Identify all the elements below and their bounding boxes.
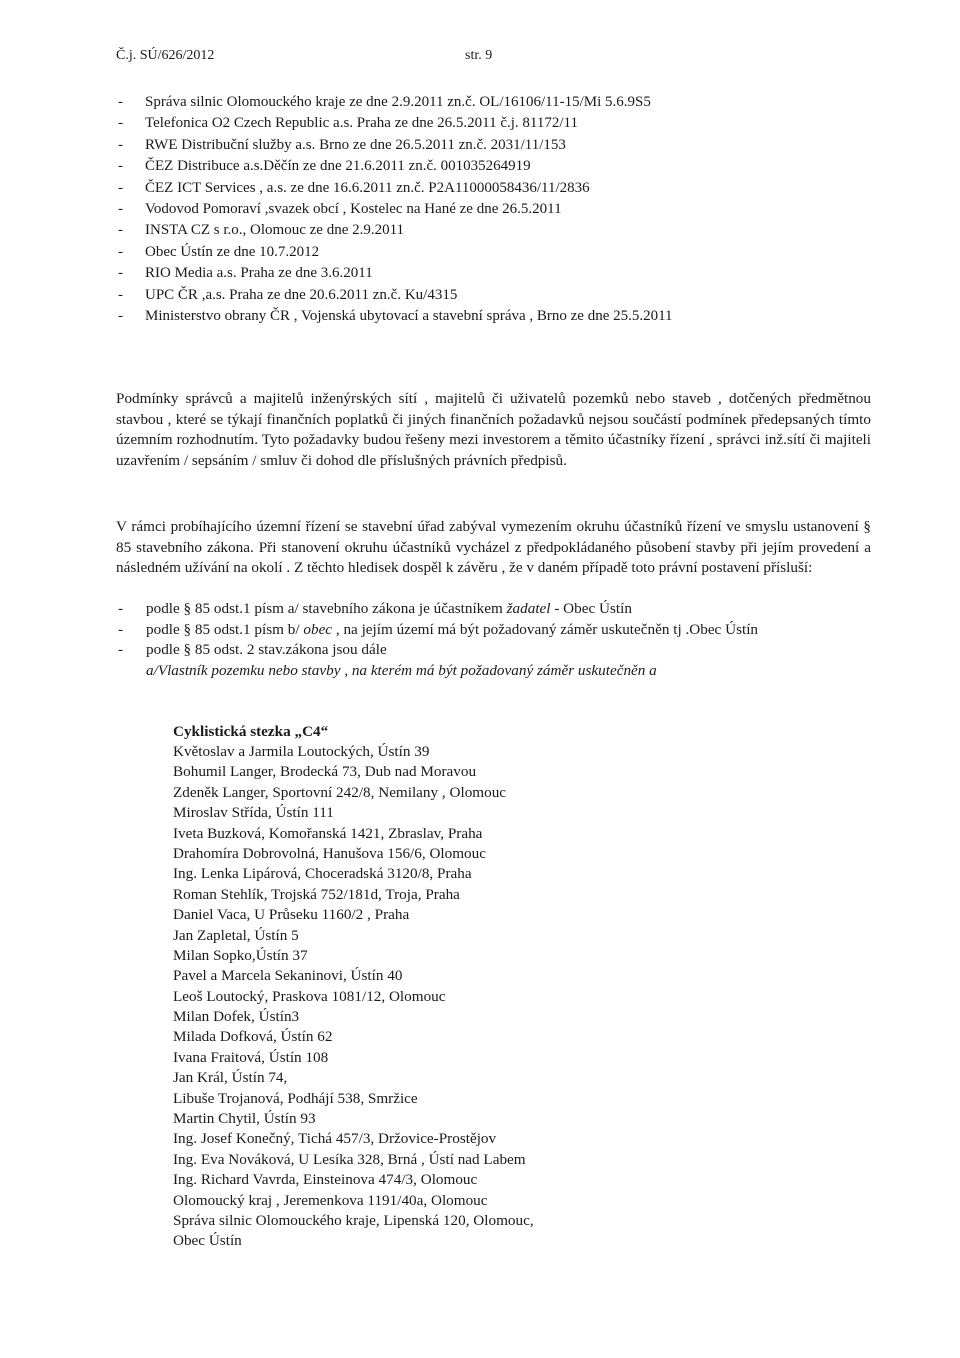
list-item: Roman Stehlík, Trojská 752/181d, Troja, Praha [173, 885, 460, 903]
list-item: Pavel a Marcela Sekaninovi, Ústín 40 [173, 967, 403, 985]
list-item: Ing. Josef Konečný, Tichá 457/3, Držovice-Prostějov [173, 1130, 497, 1148]
list-item: Milada Dofková, Ústín 62 [173, 1028, 333, 1046]
italic-clause: a/Vlastník pozemku nebo stavby , na kterém má být požadovaný záměr uskutečněn a [146, 662, 657, 680]
list-item: Správa silnic Olomouckého kraje, Lipenská 120, Olomouc, [173, 1211, 534, 1229]
list-item: Ing. Eva Nováková, U Lesíka 328, Brná , Ústí nad Labem [173, 1150, 526, 1168]
list-item: Drahomíra Dobrovolná, Hanušova 156/6, Olomouc [173, 844, 486, 862]
list-item: Iveta Buzková, Komořanská 1421, Zbraslav, Praha [173, 824, 483, 842]
list-item: Květoslav a Jarmila Loutockých, Ústín 39 [173, 743, 430, 760]
list-item: Olomoucký kraj , Jeremenkova 1191/40a, Olomouc [173, 1191, 488, 1209]
list-item: Ing. Richard Vavrda, Einsteinova 474/3, Olomouc [173, 1171, 478, 1189]
list-item: - UPC ČR ,a.s. Praha ze dne 20.6.2011 zn.č. Ku/4315 [118, 286, 458, 303]
list-item: - Telefonica O2 Czech Republic a.s. Praha ze dne 26.5.2011 č.j. 81172/11 [118, 115, 578, 132]
list-item: - RIO Media a.s. Praha ze dne 3.6.2011 [118, 265, 373, 282]
list-item: Milan Sopko,Ústín 37 [173, 946, 308, 964]
list-item: Martin Chytil, Ústín 93 [173, 1110, 316, 1128]
list-item: - podle § 85 odst.1 písm b/ obec , na jejím území má být požadovaný záměr uskutečněn tj .Obec Ústín [118, 620, 759, 638]
list-item: Leoš Loutocký, Praskova 1081/12, Olomouc [173, 987, 446, 1005]
list-item: Jan Král, Ústín 74, [173, 1069, 288, 1087]
participants-paragraph: V rámci probíhajícího územní řízení se stavební úřad zabýval vymezením okruhu účastníků řízení ve smyslu ustanovení § 85 stavebního zákona. Při stanovení okruhu účastníků vycházel z předpokládaného působení stavby při jejím provedení a následném užívání na okolí . Z těchto hledisek dospěl k závěru , že v daném případě toto právní postavení přísluší: [116, 518, 871, 577]
list-item: - ČEZ Distribuce a.s.Děčín ze dne 21.6.2011 zn.č. 001035264919 [118, 158, 531, 175]
list-item: Ing. Lenka Lipárová, Choceradská 3120/8, Praha [173, 865, 472, 883]
page-number: str. 9 [465, 48, 493, 63]
list-item: - podle § 85 odst. 2 stav.zákona jsou dále a/Vlastník pozemku nebo stavby , na kterém má být požadovaný záměr uskutečněn a [116, 640, 871, 681]
list-item: Bohumil Langer, Brodecká 73, Dub nad Moravou [173, 763, 477, 781]
list-item: Milan Dofek, Ústín3 [173, 1008, 300, 1026]
list-item: Ivana Fraitová, Ústín 108 [173, 1048, 329, 1066]
list-item: - Vodovod Pomoraví ,svazek obcí , Kostelec na Hané ze dne 26.5.2011 [118, 200, 562, 217]
list-item: Obec Ústín [173, 1232, 242, 1250]
section-title: Cyklistická stezka „C4“ [173, 723, 329, 740]
participants-list [116, 599, 871, 682]
list-item: Libuše Trojanová, Podhájí 538, Smržice [173, 1089, 418, 1107]
list-item: - Ministerstvo obrany ČR , Vojenská ubytovací a stavební správa , Brno ze dne 25.5.2011 [118, 307, 673, 324]
list-item: Zdeněk Langer, Sportovní 242/8, Nemilany , Olomouc [173, 783, 507, 801]
list-item: - Správa silnic Olomouckého kraje ze dne 2.9.2011 zn.č. OL/16106/11-15/Mi 5.6.9S5 [118, 94, 651, 110]
list-item: Miroslav Střída, Ústín 111 [173, 804, 334, 822]
list-item: - INSTA CZ s r.o., Olomouc ze dne 2.9.2011 [118, 222, 405, 239]
document-reference: Č.j. SÚ/626/2012 [116, 48, 215, 63]
list-item: - RWE Distribuční služby a.s. Brno ze dne 26.5.2011 zn.č. 2031/11/153 [118, 136, 566, 153]
owners-list [173, 721, 773, 1252]
list-item: Daniel Vaca, U Průseku 1160/2 , Praha [173, 906, 410, 924]
conditions-paragraph: Podmínky správců a majitelů inženýrských sítí , majitelů či uživatelů pozemků nebo staveb , dotčených předmětnou stavbou , které se týkají finančních poplatků či jiných finančních požadavků nejsou součástí podmínek předepsaných tímto územním rozhodnutím. Tyto požadavky budou řešeny mezi investorem a těmito účastníky řízení , správci inž.sítí či majiteli uzavřením / sepsáním / smluv či dohod dle příslušných právních předpisů. [116, 390, 871, 470]
list-item: Jan Zapletal, Ústín 5 [173, 926, 299, 944]
list-item: - Obec Ústín ze dne 10.7.2012 [118, 243, 320, 260]
statements-list [118, 92, 878, 327]
list-item: - ČEZ ICT Services , a.s. ze dne 16.6.2011 zn.č. P2A11000058436/11/2836 [118, 179, 590, 196]
list-item: - podle § 85 odst.1 písm a/ stavebního zákona je účastníkem žadatel - Obec Ústín [118, 600, 632, 617]
